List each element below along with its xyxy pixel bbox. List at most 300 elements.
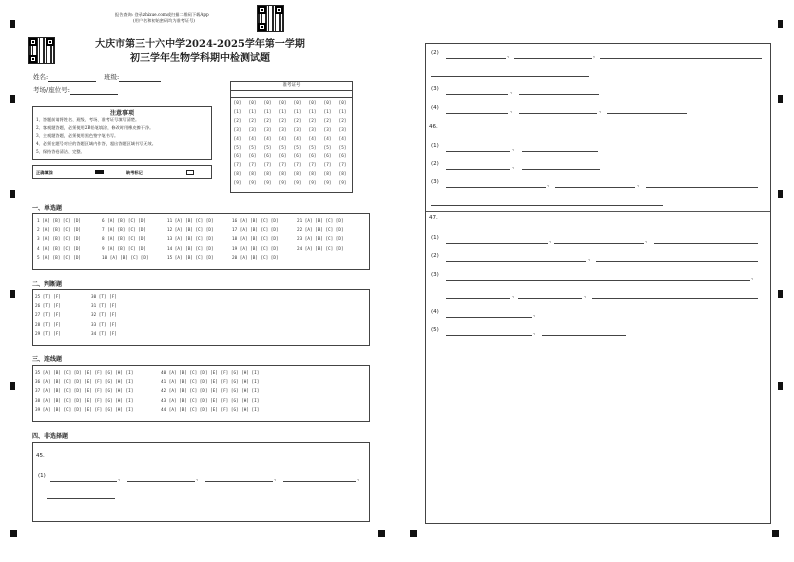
- notice-item: 5、保持答卷清洁、完整。: [36, 149, 85, 154]
- q46-3-blank-b[interactable]: [555, 187, 635, 188]
- question-number: 6: [102, 219, 108, 224]
- question-number: 29: [35, 331, 43, 337]
- notice-item: 2、客观题答题，必须使用2B铅笔填涂，修改时用橡皮擦干净。: [36, 125, 154, 130]
- separator: 、: [507, 52, 514, 59]
- exam-id-bubble[interactable]: [9]: [308, 181, 317, 187]
- q45-number: 45.: [36, 453, 45, 459]
- q47-number: 47.: [429, 215, 438, 221]
- q47-1-blank-a[interactable]: [446, 243, 548, 244]
- section-matching-title: 三、连线题: [32, 356, 63, 363]
- answer-row[interactable]: [37, 237, 81, 243]
- timing-mark: [778, 382, 783, 390]
- name-field[interactable]: [33, 73, 96, 82]
- exam-id-bubble[interactable]: [0]: [323, 101, 332, 106]
- answer-row[interactable]: [35, 380, 133, 386]
- exam-id-bubble[interactable]: [0]: [263, 101, 272, 106]
- separator: 、: [357, 475, 364, 482]
- answer-row[interactable]: [35, 295, 61, 301]
- answer-row[interactable]: [232, 228, 279, 234]
- answer-options[interactable]: [A] [B] [C] [D]: [107, 228, 146, 234]
- answer-row[interactable]: [297, 247, 344, 253]
- separator: 、: [512, 292, 519, 299]
- question-number: 36: [35, 380, 43, 386]
- answer-row[interactable]: [161, 408, 259, 414]
- answer-row[interactable]: [161, 399, 259, 405]
- q45-1-blank-c[interactable]: [205, 481, 273, 482]
- question-number: 19: [232, 246, 240, 252]
- download-qr-code[interactable]: [257, 5, 284, 32]
- q47-5-blank-a[interactable]: [446, 335, 532, 336]
- answer-options[interactable]: [A] [B] [C] [D]: [109, 255, 149, 261]
- question-number: 33: [91, 322, 99, 328]
- question-number: 32: [91, 313, 99, 319]
- answer-row[interactable]: [35, 371, 133, 377]
- correct-fill-sample: [95, 170, 104, 174]
- answer-options[interactable]: [T] [F]: [98, 304, 117, 310]
- exam-id-bubble[interactable]: [1]: [263, 109, 272, 115]
- answer-row[interactable]: [232, 247, 279, 253]
- answer-options[interactable]: [A] [B] [C] [D]: [174, 219, 214, 224]
- exam-id-bubble[interactable]: [5]: [233, 145, 242, 151]
- q46-1-blank-a[interactable]: [446, 151, 510, 152]
- section-single-choice-title: 一、单选题: [32, 205, 63, 212]
- exam-id-bubble[interactable]: [2]: [338, 118, 347, 124]
- exam-id-bubble[interactable]: [4]: [263, 136, 272, 142]
- exam-id-bubble[interactable]: [9]: [338, 181, 347, 187]
- answer-options[interactable]: [T] [F]: [42, 331, 61, 337]
- separator: 、: [510, 107, 517, 114]
- question-number: 17: [232, 228, 240, 234]
- exam-id-bubble[interactable]: [5]: [293, 145, 302, 151]
- question-number: 42: [161, 389, 169, 395]
- exam-id-bubble[interactable]: [5]: [308, 145, 317, 151]
- answer-options[interactable]: [A] [B] [C] [D] [E] [F] [G] [H] [I]: [168, 389, 260, 395]
- exam-id-bubble[interactable]: [4]: [338, 136, 347, 142]
- answer-row[interactable]: [35, 332, 61, 338]
- q46-number: 46.: [429, 124, 438, 130]
- exam-id-bubble[interactable]: [6]: [338, 154, 347, 160]
- answer-row[interactable]: [102, 228, 146, 234]
- exam-id-bubble[interactable]: [9]: [293, 181, 302, 187]
- separator: 、: [549, 237, 556, 244]
- answer-options[interactable]: [A] [B] [C] [D]: [304, 246, 344, 252]
- timing-mark: [772, 530, 779, 537]
- exam-id-bubble[interactable]: [3]: [308, 127, 317, 133]
- answer-row[interactable]: [167, 219, 214, 225]
- answer-row[interactable]: [35, 389, 133, 395]
- q47-3-label: (3): [431, 272, 439, 278]
- correct-fill-label: 正确填涂: [36, 170, 53, 175]
- exam-id-bubble[interactable]: [8]: [323, 172, 332, 178]
- exam-id-bubble[interactable]: [9]: [278, 181, 287, 187]
- q45-1-blank-b[interactable]: [127, 481, 195, 482]
- separator: 、: [118, 475, 125, 482]
- exam-id-bubble[interactable]: [1]: [308, 109, 317, 115]
- question-number: 20: [232, 255, 240, 261]
- q46-3-blank-d[interactable]: [431, 205, 663, 206]
- exam-title-line2: 初三学年生物学科期中检测试题: [130, 53, 270, 64]
- question-number: 34: [91, 331, 99, 337]
- answer-row[interactable]: [167, 228, 214, 234]
- section-judge-title: 二、判断题: [32, 281, 63, 288]
- question-number: 37: [35, 389, 43, 395]
- answer-row[interactable]: [232, 237, 279, 243]
- answer-options[interactable]: [A] [B] [C] [D] [E] [F] [G] [H] [I]: [42, 371, 134, 376]
- answer-options[interactable]: [A] [B] [C] [D]: [174, 246, 214, 252]
- question-number: 10: [102, 255, 110, 261]
- answer-row[interactable]: [35, 399, 133, 405]
- question-number: 43: [161, 398, 169, 404]
- q47-3-blank-a[interactable]: [446, 280, 750, 281]
- timing-mark: [10, 20, 15, 28]
- exam-id-bubble[interactable]: [9]: [248, 181, 257, 187]
- q45-1-blank-e[interactable]: [47, 498, 115, 499]
- answer-options[interactable]: [T] [F]: [42, 313, 61, 319]
- exam-id-bubble[interactable]: [1]: [293, 109, 302, 115]
- exam-id-bubble[interactable]: [8]: [278, 172, 287, 178]
- exam-id-bubble[interactable]: [0]: [308, 101, 317, 106]
- q46-3-blank-c[interactable]: [646, 187, 758, 188]
- answer-options[interactable]: [A] [B] [C] [D]: [239, 219, 279, 224]
- question-number: 31: [91, 304, 99, 310]
- q47-5-label: (5): [431, 327, 439, 333]
- exam-id-bubble[interactable]: [2]: [323, 118, 332, 124]
- answer-options[interactable]: [A] [B] [C] [D]: [42, 219, 81, 224]
- answer-row[interactable]: [167, 256, 214, 262]
- q45-3-blank-b[interactable]: [519, 94, 599, 95]
- exam-id-bubble[interactable]: [1]: [278, 109, 287, 115]
- exam-id-bubble[interactable]: [0]: [293, 101, 302, 106]
- answer-options[interactable]: [A] [B] [C] [D]: [239, 237, 279, 243]
- exam-id-bubble[interactable]: [3]: [338, 127, 347, 133]
- exam-id-bubble[interactable]: [8]: [233, 172, 242, 178]
- answer-options[interactable]: [A] [B] [C] [D] [E] [F] [G] [H] [I]: [42, 389, 134, 395]
- answer-options[interactable]: [A] [B] [C] [D]: [42, 228, 81, 234]
- separator: 、: [637, 181, 644, 188]
- absent-mark-checkbox[interactable]: [186, 170, 194, 175]
- answer-options[interactable]: [T] [F]: [98, 295, 117, 300]
- question-number: 24: [297, 246, 305, 252]
- answer-options[interactable]: [A] [B] [C] [D]: [239, 255, 279, 261]
- answer-options[interactable]: [A] [B] [C] [D]: [239, 246, 279, 252]
- exam-id-bubble[interactable]: [6]: [323, 154, 332, 160]
- exam-id-bubble[interactable]: [0]: [248, 101, 257, 106]
- question-number: 25: [35, 295, 43, 300]
- exam-id-bubble[interactable]: [4]: [308, 136, 317, 142]
- exam-id-bubble[interactable]: [6]: [233, 154, 242, 160]
- answer-options[interactable]: [A] [B] [C] [D]: [107, 246, 146, 252]
- q47-3-blank-b[interactable]: [446, 298, 510, 299]
- exam-id-bubble[interactable]: [2]: [308, 118, 317, 124]
- q45-2-blank-d[interactable]: [431, 76, 589, 77]
- answer-row[interactable]: [35, 313, 61, 319]
- q45-2-blank-b[interactable]: [514, 58, 592, 59]
- exam-id-bubble[interactable]: [6]: [263, 154, 272, 160]
- answer-options[interactable]: [A] [B] [C] [D] [E] [F] [G] [H] [I]: [168, 407, 260, 413]
- exam-id-bubble[interactable]: [3]: [293, 127, 302, 133]
- q47-1-blank-b[interactable]: [554, 243, 644, 244]
- exam-id-bubble[interactable]: [3]: [263, 127, 272, 133]
- answer-options[interactable]: [T] [F]: [98, 313, 117, 319]
- seat-field[interactable]: [33, 86, 118, 95]
- question-number: 5: [37, 255, 43, 261]
- answer-row[interactable]: [37, 247, 81, 253]
- answer-row[interactable]: [35, 323, 61, 329]
- exam-id-bubble[interactable]: [9]: [233, 181, 242, 187]
- answer-row[interactable]: [161, 380, 259, 386]
- timing-mark: [778, 190, 783, 198]
- answer-row[interactable]: [91, 304, 117, 310]
- question-number: 1: [37, 219, 43, 224]
- exam-id-bubble[interactable]: [4]: [233, 136, 242, 142]
- exam-id-bubble[interactable]: [0]: [338, 101, 347, 106]
- exam-id-bubble[interactable]: [5]: [323, 145, 332, 151]
- exam-id-bubble[interactable]: [7]: [233, 163, 242, 169]
- question-number: 38: [35, 398, 43, 404]
- answer-row[interactable]: [102, 256, 149, 262]
- divider: [426, 211, 770, 212]
- question-number: 40: [161, 371, 169, 376]
- answer-options[interactable]: [A] [B] [C] [D]: [239, 228, 279, 234]
- answer-options[interactable]: [A] [B] [C] [D]: [304, 228, 344, 234]
- q46-3-label: (3): [431, 179, 439, 185]
- exam-id-bubble[interactable]: [9]: [263, 181, 272, 187]
- q47-4-label: (4): [431, 309, 439, 315]
- q46-1-blank-b[interactable]: [522, 151, 598, 152]
- exam-id-bubble[interactable]: [8]: [308, 172, 317, 178]
- q45-2-blank-c[interactable]: [600, 58, 762, 59]
- answer-options[interactable]: [A] [B] [C] [D]: [174, 237, 214, 243]
- exam-id-bubble[interactable]: [3]: [233, 127, 242, 133]
- answer-row[interactable]: [167, 237, 214, 243]
- answer-row[interactable]: [35, 304, 61, 310]
- exam-id-bubble[interactable]: [9]: [323, 181, 332, 187]
- exam-id-bubble[interactable]: [7]: [338, 163, 347, 169]
- answer-options[interactable]: [A] [B] [C] [D]: [174, 228, 214, 234]
- exam-id-bubble[interactable]: [5]: [338, 145, 347, 151]
- question-number: 35: [35, 371, 43, 376]
- q45-answer-box: [32, 442, 370, 522]
- q45-1-blank-d[interactable]: [283, 481, 356, 482]
- timing-mark: [10, 290, 15, 298]
- q47-3-blank-d[interactable]: [592, 298, 758, 299]
- question-number: 39: [35, 407, 43, 413]
- answer-options[interactable]: [T] [F]: [42, 295, 61, 300]
- question-number: 16: [232, 219, 240, 224]
- question-number: 2: [37, 228, 43, 234]
- exam-id-bubble[interactable]: [0]: [233, 101, 242, 106]
- exam-id-bubble[interactable]: [4]: [293, 136, 302, 142]
- timing-mark: [778, 20, 783, 28]
- exam-id-bubble[interactable]: [3]: [323, 127, 332, 133]
- exam-id-bubble[interactable]: [5]: [278, 145, 287, 151]
- notice-title: 注意事项: [109, 110, 134, 117]
- answer-row[interactable]: [102, 237, 146, 243]
- answer-row[interactable]: [37, 256, 81, 262]
- matching-box: [32, 365, 370, 422]
- exam-id-bubble[interactable]: [1]: [323, 109, 332, 115]
- q47-5-blank-b[interactable]: [542, 335, 626, 336]
- q45-1-blank-a[interactable]: [50, 481, 117, 482]
- answer-row[interactable]: [91, 332, 117, 338]
- answer-row[interactable]: [37, 228, 81, 234]
- answer-row[interactable]: [232, 256, 279, 262]
- exam-id-bubble[interactable]: [1]: [248, 109, 257, 115]
- exam-id-bubble[interactable]: [6]: [248, 154, 257, 160]
- exam-id-bubble[interactable]: [7]: [278, 163, 287, 169]
- q46-2-blank-a[interactable]: [446, 169, 510, 170]
- q47-4-blank-a[interactable]: [446, 317, 532, 318]
- exam-id-bubble[interactable]: [6]: [293, 154, 302, 160]
- answer-row[interactable]: [35, 408, 133, 414]
- notice-item: 4、必须在题号对应的答题区域内作答，超出答题区域书写无效。: [36, 141, 156, 146]
- answer-options[interactable]: [T] [F]: [98, 322, 117, 328]
- exam-id-bubble[interactable]: [5]: [248, 145, 257, 151]
- exam-id-bubble[interactable]: [7]: [248, 163, 257, 169]
- exam-id-bubble[interactable]: [7]: [263, 163, 272, 169]
- question-number: 13: [167, 237, 175, 243]
- timing-mark: [10, 95, 15, 103]
- judge-box: [32, 289, 370, 346]
- exam-id-bubble[interactable]: [7]: [308, 163, 317, 169]
- right-answer-box: [425, 43, 771, 524]
- answer-options[interactable]: [T] [F]: [98, 331, 117, 337]
- answer-options[interactable]: [A] [B] [C] [D]: [42, 246, 81, 252]
- separator: 、: [196, 475, 203, 482]
- answer-options[interactable]: [A] [B] [C] [D]: [304, 219, 344, 224]
- question-number: 22: [297, 228, 305, 234]
- q45-3-blank-a[interactable]: [446, 94, 508, 95]
- exam-id-bubble[interactable]: [0]: [278, 101, 287, 106]
- separator: 、: [533, 311, 540, 318]
- answer-row[interactable]: [161, 389, 259, 395]
- q45-4-blank-b[interactable]: [519, 113, 597, 114]
- q47-3-blank-c[interactable]: [518, 298, 582, 299]
- exam-id-bubble[interactable]: [8]: [248, 172, 257, 178]
- notice-item: 3、主观题答题，必须使用黑色签字笔书写。: [36, 133, 119, 138]
- question-number: 15: [167, 255, 175, 261]
- separator: 、: [645, 237, 652, 244]
- exam-id-bubble[interactable]: [2]: [248, 118, 257, 124]
- answer-row[interactable]: [91, 313, 117, 319]
- q46-2-blank-b[interactable]: [522, 169, 600, 170]
- q45-4-blank-c[interactable]: [607, 113, 687, 114]
- q45-2-blank-a[interactable]: [446, 58, 506, 59]
- answer-options[interactable]: [A] [B] [C] [D] [E] [F] [G] [H] [I]: [168, 371, 260, 376]
- answer-options[interactable]: [T] [F]: [42, 304, 61, 310]
- judge-area: [33, 290, 369, 345]
- exam-id-bubble[interactable]: [5]: [263, 145, 272, 151]
- question-number: 30: [91, 295, 99, 300]
- exam-id-bubble[interactable]: [6]: [308, 154, 317, 160]
- q45-4-blank-a[interactable]: [446, 113, 508, 114]
- question-number: 14: [167, 246, 175, 252]
- question-number: 41: [161, 380, 169, 386]
- matching-area: [33, 366, 369, 421]
- separator: 、: [584, 292, 591, 299]
- answer-row[interactable]: [37, 219, 81, 225]
- timing-mark: [778, 95, 783, 103]
- answer-options[interactable]: [A] [B] [C] [D] [E] [F] [G] [H] [I]: [42, 380, 134, 386]
- question-number: 44: [161, 407, 169, 413]
- class-label: 班级:: [104, 73, 120, 81]
- answer-row[interactable]: [91, 295, 117, 301]
- q47-1-blank-c[interactable]: [654, 243, 758, 244]
- exam-id-bubble[interactable]: [2]: [293, 118, 302, 124]
- answer-row[interactable]: [297, 219, 344, 225]
- q46-3-blank-a[interactable]: [446, 187, 546, 188]
- answer-options[interactable]: [A] [B] [C] [D] [E] [F] [G] [H] [I]: [168, 380, 260, 386]
- answer-row[interactable]: [297, 237, 344, 243]
- exam-id-bubble[interactable]: [8]: [263, 172, 272, 178]
- exam-id-box: [230, 81, 353, 193]
- exam-id-bubble[interactable]: [8]: [338, 172, 347, 178]
- exam-id-bubble[interactable]: [4]: [248, 136, 257, 142]
- class-field[interactable]: [104, 73, 161, 82]
- q47-2-label: (2): [431, 253, 439, 259]
- exam-id-bubble[interactable]: [7]: [293, 163, 302, 169]
- name-label: 姓名:: [33, 73, 49, 81]
- exam-id-bubble[interactable]: [2]: [278, 118, 287, 124]
- answer-options[interactable]: [A] [B] [C] [D]: [42, 255, 81, 261]
- answer-row[interactable]: [167, 247, 214, 253]
- separator: 、: [274, 475, 281, 482]
- q47-2-blank-b[interactable]: [596, 261, 758, 262]
- separator: ，: [593, 52, 600, 59]
- answer-options[interactable]: [A] [B] [C] [D]: [107, 219, 146, 224]
- exam-id-bubble[interactable]: [4]: [323, 136, 332, 142]
- exam-id-bubble[interactable]: [2]: [233, 118, 242, 124]
- exam-id-bubble[interactable]: [1]: [233, 109, 242, 115]
- question-number: 28: [35, 322, 43, 328]
- seat-label: 考场/座位号:: [33, 86, 70, 94]
- question-number: 23: [297, 237, 305, 243]
- question-number: 27: [35, 313, 43, 319]
- answer-options[interactable]: [A] [B] [C] [D]: [42, 237, 81, 243]
- separator: 、: [599, 107, 606, 114]
- answer-row[interactable]: [102, 219, 146, 225]
- separator: 、: [547, 181, 554, 188]
- answer-options[interactable]: [A] [B] [C] [D] [E] [F] [G] [H] [I]: [42, 398, 134, 404]
- answer-options[interactable]: [A] [B] [C] [D] [E] [F] [G] [H] [I]: [168, 398, 260, 404]
- q47-2-blank-a[interactable]: [446, 261, 586, 262]
- exam-id-bubble[interactable]: [1]: [338, 109, 347, 115]
- exam-id-bubble[interactable]: [3]: [278, 127, 287, 133]
- exam-id-bubble[interactable]: [8]: [293, 172, 302, 178]
- section-non-choice-title: 四、非选择题: [32, 433, 69, 440]
- answer-options[interactable]: [T] [F]: [42, 322, 61, 328]
- answer-options[interactable]: [A] [B] [C] [D]: [107, 237, 146, 243]
- question-number: 12: [167, 228, 175, 234]
- exam-id-bubble[interactable]: [6]: [278, 154, 287, 160]
- timing-mark: [778, 290, 783, 298]
- question-number: 7: [102, 228, 108, 234]
- answer-row[interactable]: [232, 219, 279, 225]
- question-number: 21: [297, 219, 305, 224]
- exam-title-line1: 大庆市第三十六中学2024-2025学年第一学期: [95, 39, 305, 50]
- answer-row[interactable]: [161, 371, 259, 377]
- answer-options[interactable]: [A] [B] [C] [D]: [174, 255, 214, 261]
- exam-id-bubble[interactable]: [4]: [278, 136, 287, 142]
- answer-row[interactable]: [297, 228, 344, 234]
- exam-id-bubble[interactable]: [3]: [248, 127, 257, 133]
- answer-row[interactable]: [91, 323, 117, 329]
- answer-options[interactable]: [A] [B] [C] [D] [E] [F] [G] [H] [I]: [42, 407, 134, 413]
- exam-id-bubble[interactable]: [7]: [323, 163, 332, 169]
- exam-id-bubble[interactable]: [2]: [263, 118, 272, 124]
- answer-options[interactable]: [A] [B] [C] [D]: [304, 237, 344, 243]
- answer-row[interactable]: [102, 247, 146, 253]
